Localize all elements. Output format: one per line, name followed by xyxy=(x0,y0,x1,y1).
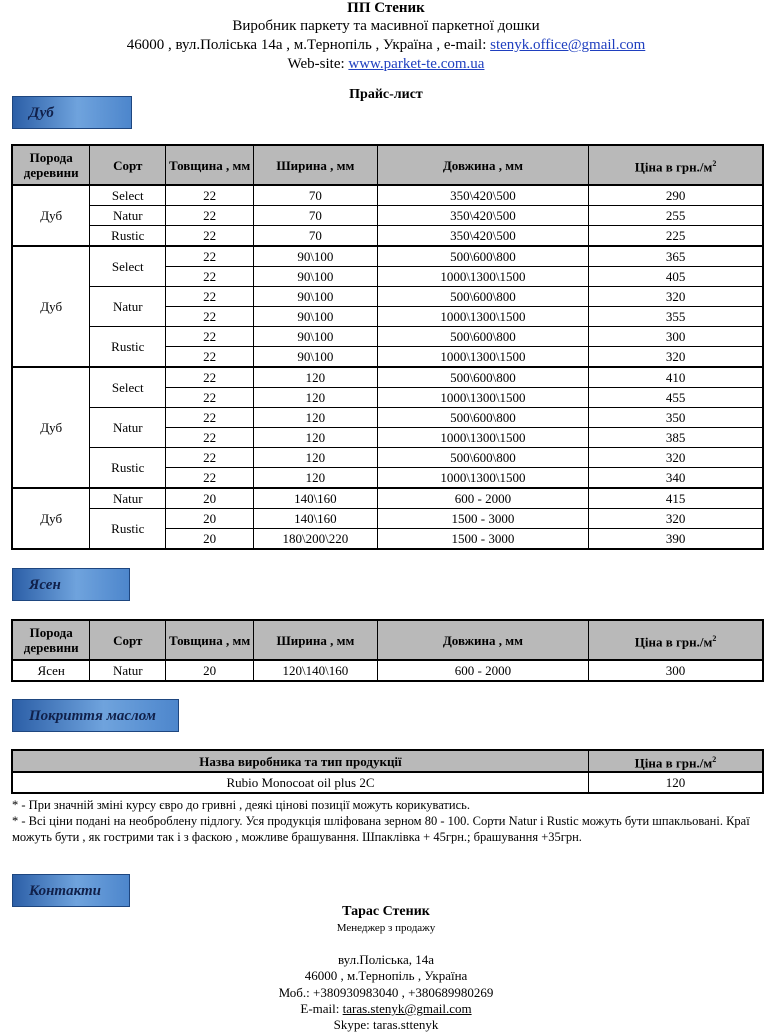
thickness-cell: 22 xyxy=(166,307,254,327)
grade-cell: Rustic xyxy=(90,226,166,247)
col-thickness: Товщина , мм xyxy=(166,145,254,185)
oak-table-body xyxy=(12,185,763,549)
thickness-cell: 22 xyxy=(166,448,254,468)
table-header-row xyxy=(12,145,763,185)
thickness-cell: 22 xyxy=(166,428,254,448)
width-cell: 120\140\160 xyxy=(254,660,378,681)
contact-email xyxy=(0,1000,772,1017)
col-width: Ширина , мм xyxy=(254,620,378,660)
thickness-cell: 22 xyxy=(166,408,254,428)
length-cell: 1000\1300\1500 xyxy=(377,388,588,408)
breed-cell: Дуб xyxy=(12,367,90,488)
col-grade: Сорт xyxy=(90,620,166,660)
width-cell: 180\200\220 xyxy=(254,529,378,550)
width-cell: 140\160 xyxy=(254,488,378,509)
width-cell: 90\100 xyxy=(254,246,378,267)
width-cell: 120 xyxy=(254,468,378,489)
ash-section-tab: Ясен xyxy=(12,568,130,601)
col-price xyxy=(588,750,763,772)
table-row xyxy=(12,226,763,247)
width-cell: 70 xyxy=(254,185,378,206)
breed-cell: Ясен xyxy=(12,660,90,681)
price-unit-sup: 2 xyxy=(712,633,717,643)
price-cell: 385 xyxy=(589,428,763,448)
office-email-link[interactable]: stenyk.office@gmail.com xyxy=(490,37,646,53)
thickness-cell: 20 xyxy=(166,509,254,529)
thickness-cell: 22 xyxy=(166,347,254,368)
length-cell: 500\600\800 xyxy=(377,408,588,428)
website-label: Web-site: xyxy=(287,56,349,72)
contact-role: Менеджер з продажу xyxy=(336,922,436,934)
thickness-cell: 22 xyxy=(166,327,254,347)
table-row xyxy=(12,206,763,226)
width-cell: 90\100 xyxy=(254,327,378,347)
length-cell: 1000\1300\1500 xyxy=(377,428,588,448)
thickness-cell: 22 xyxy=(166,206,254,226)
price-cell: 350 xyxy=(589,408,763,428)
price-cell: 415 xyxy=(589,488,763,509)
table-row xyxy=(12,327,763,347)
width-cell: 70 xyxy=(254,206,378,226)
company-name: ПП Стеник xyxy=(347,0,425,16)
width-cell: 90\100 xyxy=(254,307,378,327)
grade-cell: Rustic xyxy=(90,509,166,550)
width-cell: 120 xyxy=(254,448,378,468)
grade-cell: Natur xyxy=(90,488,166,509)
oak-section-tab: Дуб xyxy=(12,96,132,129)
oil-table-body xyxy=(12,772,763,793)
table-row xyxy=(12,367,763,388)
price-label: Ціна в грн./м xyxy=(634,159,713,175)
product-name-cell: Rubio Monocoat oil plus 2C xyxy=(12,772,588,793)
table-row xyxy=(12,287,763,307)
table-row xyxy=(12,488,763,509)
table-header-row xyxy=(12,750,763,772)
table-row xyxy=(12,408,763,428)
grade-cell: Natur xyxy=(90,287,166,327)
length-cell: 1000\1300\1500 xyxy=(377,347,588,368)
length-cell: 500\600\800 xyxy=(377,246,588,267)
thickness-cell: 22 xyxy=(166,287,254,307)
grade-cell: Select xyxy=(90,185,166,206)
table-header-row xyxy=(12,620,763,660)
company-subtitle: Виробник паркету та масивної паркетної дошки xyxy=(232,18,540,34)
price-cell: 300 xyxy=(589,327,763,347)
grade-cell: Select xyxy=(90,367,166,408)
length-cell: 1500 - 3000 xyxy=(377,529,588,550)
width-cell: 120 xyxy=(254,428,378,448)
price-cell: 340 xyxy=(589,468,763,489)
price-label: Ціна в грн./м xyxy=(634,634,713,650)
price-cell: 320 xyxy=(589,287,763,307)
price-cell: 365 xyxy=(589,246,763,267)
col-price xyxy=(589,145,763,185)
price-label: Ціна в грн./м xyxy=(634,755,713,771)
company-address xyxy=(0,36,772,54)
col-length: Довжина , мм xyxy=(377,145,588,185)
price-unit-sup: 2 xyxy=(712,158,717,168)
width-cell: 120 xyxy=(254,388,378,408)
oil-section-tab: Покриття маслом xyxy=(12,699,179,732)
price-cell: 290 xyxy=(589,185,763,206)
price-cell: 390 xyxy=(589,529,763,550)
thickness-cell: 22 xyxy=(166,468,254,489)
company-website xyxy=(0,55,772,73)
price-list-title: Прайс-лист xyxy=(349,87,423,102)
col-breed: Порода деревини xyxy=(12,620,90,660)
table-row xyxy=(12,772,763,793)
length-cell: 350\420\500 xyxy=(377,206,588,226)
price-cell: 455 xyxy=(589,388,763,408)
website-link[interactable]: www.parket-te.com.ua xyxy=(348,56,485,72)
thickness-cell: 20 xyxy=(166,488,254,509)
table-row xyxy=(12,448,763,468)
length-cell: 500\600\800 xyxy=(377,367,588,388)
length-cell: 1000\1300\1500 xyxy=(377,307,588,327)
price-cell: 320 xyxy=(589,448,763,468)
grade-cell: Natur xyxy=(90,660,166,681)
manager-email-link[interactable]: taras.stenyk@gmail.com xyxy=(342,1001,472,1016)
grade-cell: Natur xyxy=(90,206,166,226)
price-cell: 300 xyxy=(589,660,763,681)
oak-price-table xyxy=(11,144,764,550)
thickness-cell: 20 xyxy=(166,660,254,681)
breed-cell: Дуб xyxy=(12,246,90,367)
col-breed: Порода деревини xyxy=(12,145,90,185)
address-text: 46000 , вул.Поліська 14а , м.Тернопіль , Україна , e-mail: xyxy=(126,37,491,53)
length-cell: 500\600\800 xyxy=(377,287,588,307)
price-cell: 405 xyxy=(589,267,763,287)
price-cell: 225 xyxy=(589,226,763,247)
col-length: Довжина , мм xyxy=(377,620,588,660)
notes-block xyxy=(12,797,762,845)
price-unit-sup: 2 xyxy=(712,754,717,764)
thickness-cell: 22 xyxy=(166,185,254,206)
price-cell: 355 xyxy=(589,307,763,327)
note-currency: * - При значній зміні курсу євро до гривні , деякі цінові позиції можуть корикуватись. xyxy=(12,798,470,812)
breed-cell: Дуб xyxy=(12,185,90,246)
width-cell: 120 xyxy=(254,408,378,428)
col-product-name: Назва виробника та тип продукції xyxy=(12,750,588,772)
grade-cell: Rustic xyxy=(90,448,166,489)
price-cell: 320 xyxy=(589,509,763,529)
contact-street: вул.Поліська, 14а xyxy=(337,952,435,967)
price-cell: 255 xyxy=(589,206,763,226)
grade-cell: Select xyxy=(90,246,166,287)
width-cell: 140\160 xyxy=(254,509,378,529)
contacts-section-tab: Контакти xyxy=(12,874,130,907)
contact-phones: Моб.: +380930983040 , +380689980269 xyxy=(278,985,494,1000)
contact-skype: Skype: taras.sttenyk xyxy=(333,1017,439,1032)
table-row xyxy=(12,185,763,206)
length-cell: 350\420\500 xyxy=(377,185,588,206)
note-processing: * - Всі ціни подані на необроблену підлогу. Уся продукція шліфована зерном 80 - 100. Сорти Natur і Rustic можуть бути шпакльовані. Краї можуть бути , як гострими так і з фаскою , можливе брашування. Шпаклівка + 45грн.; брашування +35грн. xyxy=(12,814,750,844)
grade-cell: Rustic xyxy=(90,327,166,368)
length-cell: 1000\1300\1500 xyxy=(377,468,588,489)
width-cell: 90\100 xyxy=(254,287,378,307)
thickness-cell: 20 xyxy=(166,529,254,550)
length-cell: 1500 - 3000 xyxy=(377,509,588,529)
table-row xyxy=(12,246,763,267)
price-cell: 410 xyxy=(589,367,763,388)
col-grade: Сорт xyxy=(90,145,166,185)
thickness-cell: 22 xyxy=(166,246,254,267)
length-cell: 600 - 2000 xyxy=(377,660,588,681)
width-cell: 90\100 xyxy=(254,267,378,287)
price-cell: 320 xyxy=(589,347,763,368)
length-cell: 350\420\500 xyxy=(377,226,588,247)
length-cell: 600 - 2000 xyxy=(377,488,588,509)
contact-city: 46000 , м.Тернопіль , Україна xyxy=(304,968,468,983)
price-cell: 120 xyxy=(588,772,763,793)
contact-name: Тарас Стеник xyxy=(342,904,430,919)
col-thickness: Товщина , мм xyxy=(166,620,254,660)
thickness-cell: 22 xyxy=(166,226,254,247)
width-cell: 120 xyxy=(254,367,378,388)
ash-price-table xyxy=(11,619,764,682)
length-cell: 1000\1300\1500 xyxy=(377,267,588,287)
width-cell: 90\100 xyxy=(254,347,378,368)
ash-table-body xyxy=(12,660,763,681)
col-price xyxy=(589,620,763,660)
thickness-cell: 22 xyxy=(166,367,254,388)
width-cell: 70 xyxy=(254,226,378,247)
col-width: Ширина , мм xyxy=(254,145,378,185)
breed-cell: Дуб xyxy=(12,488,90,549)
length-cell: 500\600\800 xyxy=(377,448,588,468)
email-label: E-mail: xyxy=(300,1001,343,1016)
length-cell: 500\600\800 xyxy=(377,327,588,347)
oil-price-table xyxy=(11,749,764,794)
grade-cell: Natur xyxy=(90,408,166,448)
thickness-cell: 22 xyxy=(166,388,254,408)
table-row xyxy=(12,660,763,681)
table-row xyxy=(12,509,763,529)
thickness-cell: 22 xyxy=(166,267,254,287)
